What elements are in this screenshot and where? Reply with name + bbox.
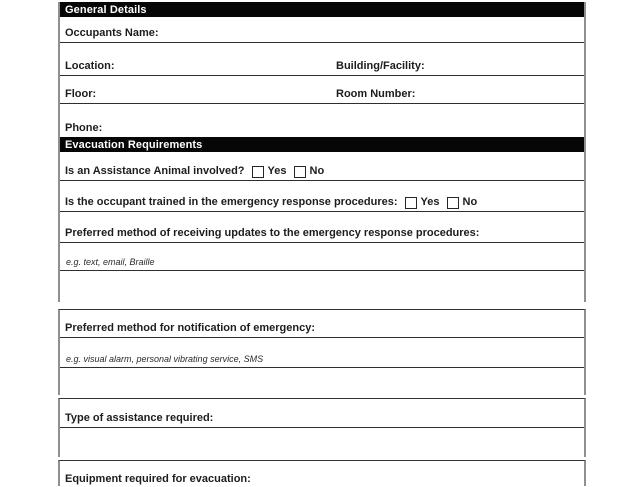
assistance-type-question-label: Type of assistance required: — [65, 412, 214, 424]
section-title: Evacuation Requirements — [65, 138, 203, 151]
hint-row-notification[interactable] — [60, 338, 584, 368]
location-label: Location: — [65, 60, 115, 72]
input-area-assistance-type[interactable] — [60, 428, 584, 458]
yes-label: Yes — [267, 165, 287, 177]
question-row-notification-method — [60, 310, 584, 338]
question-row-equipment — [60, 461, 584, 487]
section-header-evacuation-requirements — [60, 137, 584, 152]
equipment-table — [58, 460, 586, 486]
assistance-animal-yes-checkbox[interactable] — [252, 166, 264, 178]
trained-no-checkbox[interactable] — [447, 197, 459, 209]
room-number-label: Room Number: — [336, 88, 416, 100]
general-details-table — [58, 2, 586, 302]
input-area-updates[interactable] — [60, 271, 584, 302]
trained-question-label: Is the occupant trained in the emergency response procedures: — [65, 196, 398, 208]
updates-hint-text: e.g. text, email, Braille — [66, 257, 155, 267]
phone-label: Phone: — [65, 122, 103, 134]
building-facility-label: Building/Facility: — [336, 60, 425, 72]
field-row-phone[interactable] — [60, 104, 584, 137]
field-row-occupants-name[interactable] — [60, 17, 584, 43]
input-area-notification[interactable] — [60, 368, 584, 396]
hint-row-updates[interactable] — [60, 243, 584, 271]
section-header-general-details — [60, 2, 584, 17]
notification-question-label: Preferred method for notification of emergency: — [65, 322, 315, 334]
assistance-animal-no-checkbox[interactable] — [294, 166, 306, 178]
section-title: General Details — [65, 3, 147, 16]
equipment-question-label: Equipment required for evacuation: — [65, 473, 251, 485]
floor-label: Floor: — [65, 88, 97, 100]
assistance-type-table — [58, 398, 586, 457]
notification-hint-text: e.g. visual alarm, personal vibrating service, SMS — [66, 354, 264, 364]
question-row-assistance-animal — [60, 152, 584, 181]
yes-label: Yes — [420, 196, 440, 208]
question-row-trained — [60, 181, 584, 212]
no-label: No — [462, 196, 478, 208]
question-row-assistance-type — [60, 399, 584, 428]
trained-yes-checkbox[interactable] — [405, 197, 417, 209]
field-row-floor-room[interactable] — [60, 76, 584, 104]
field-row-location-building[interactable] — [60, 43, 584, 76]
assistance-animal-question-label: Is an Assistance Animal involved? — [65, 165, 245, 177]
notification-method-table — [58, 309, 586, 395]
no-label: No — [309, 165, 325, 177]
question-row-updates-method — [60, 212, 584, 243]
updates-question-label: Preferred method of receiving updates to the emergency response procedures: — [65, 227, 480, 239]
occupants-name-label: Occupants Name: — [65, 27, 159, 39]
